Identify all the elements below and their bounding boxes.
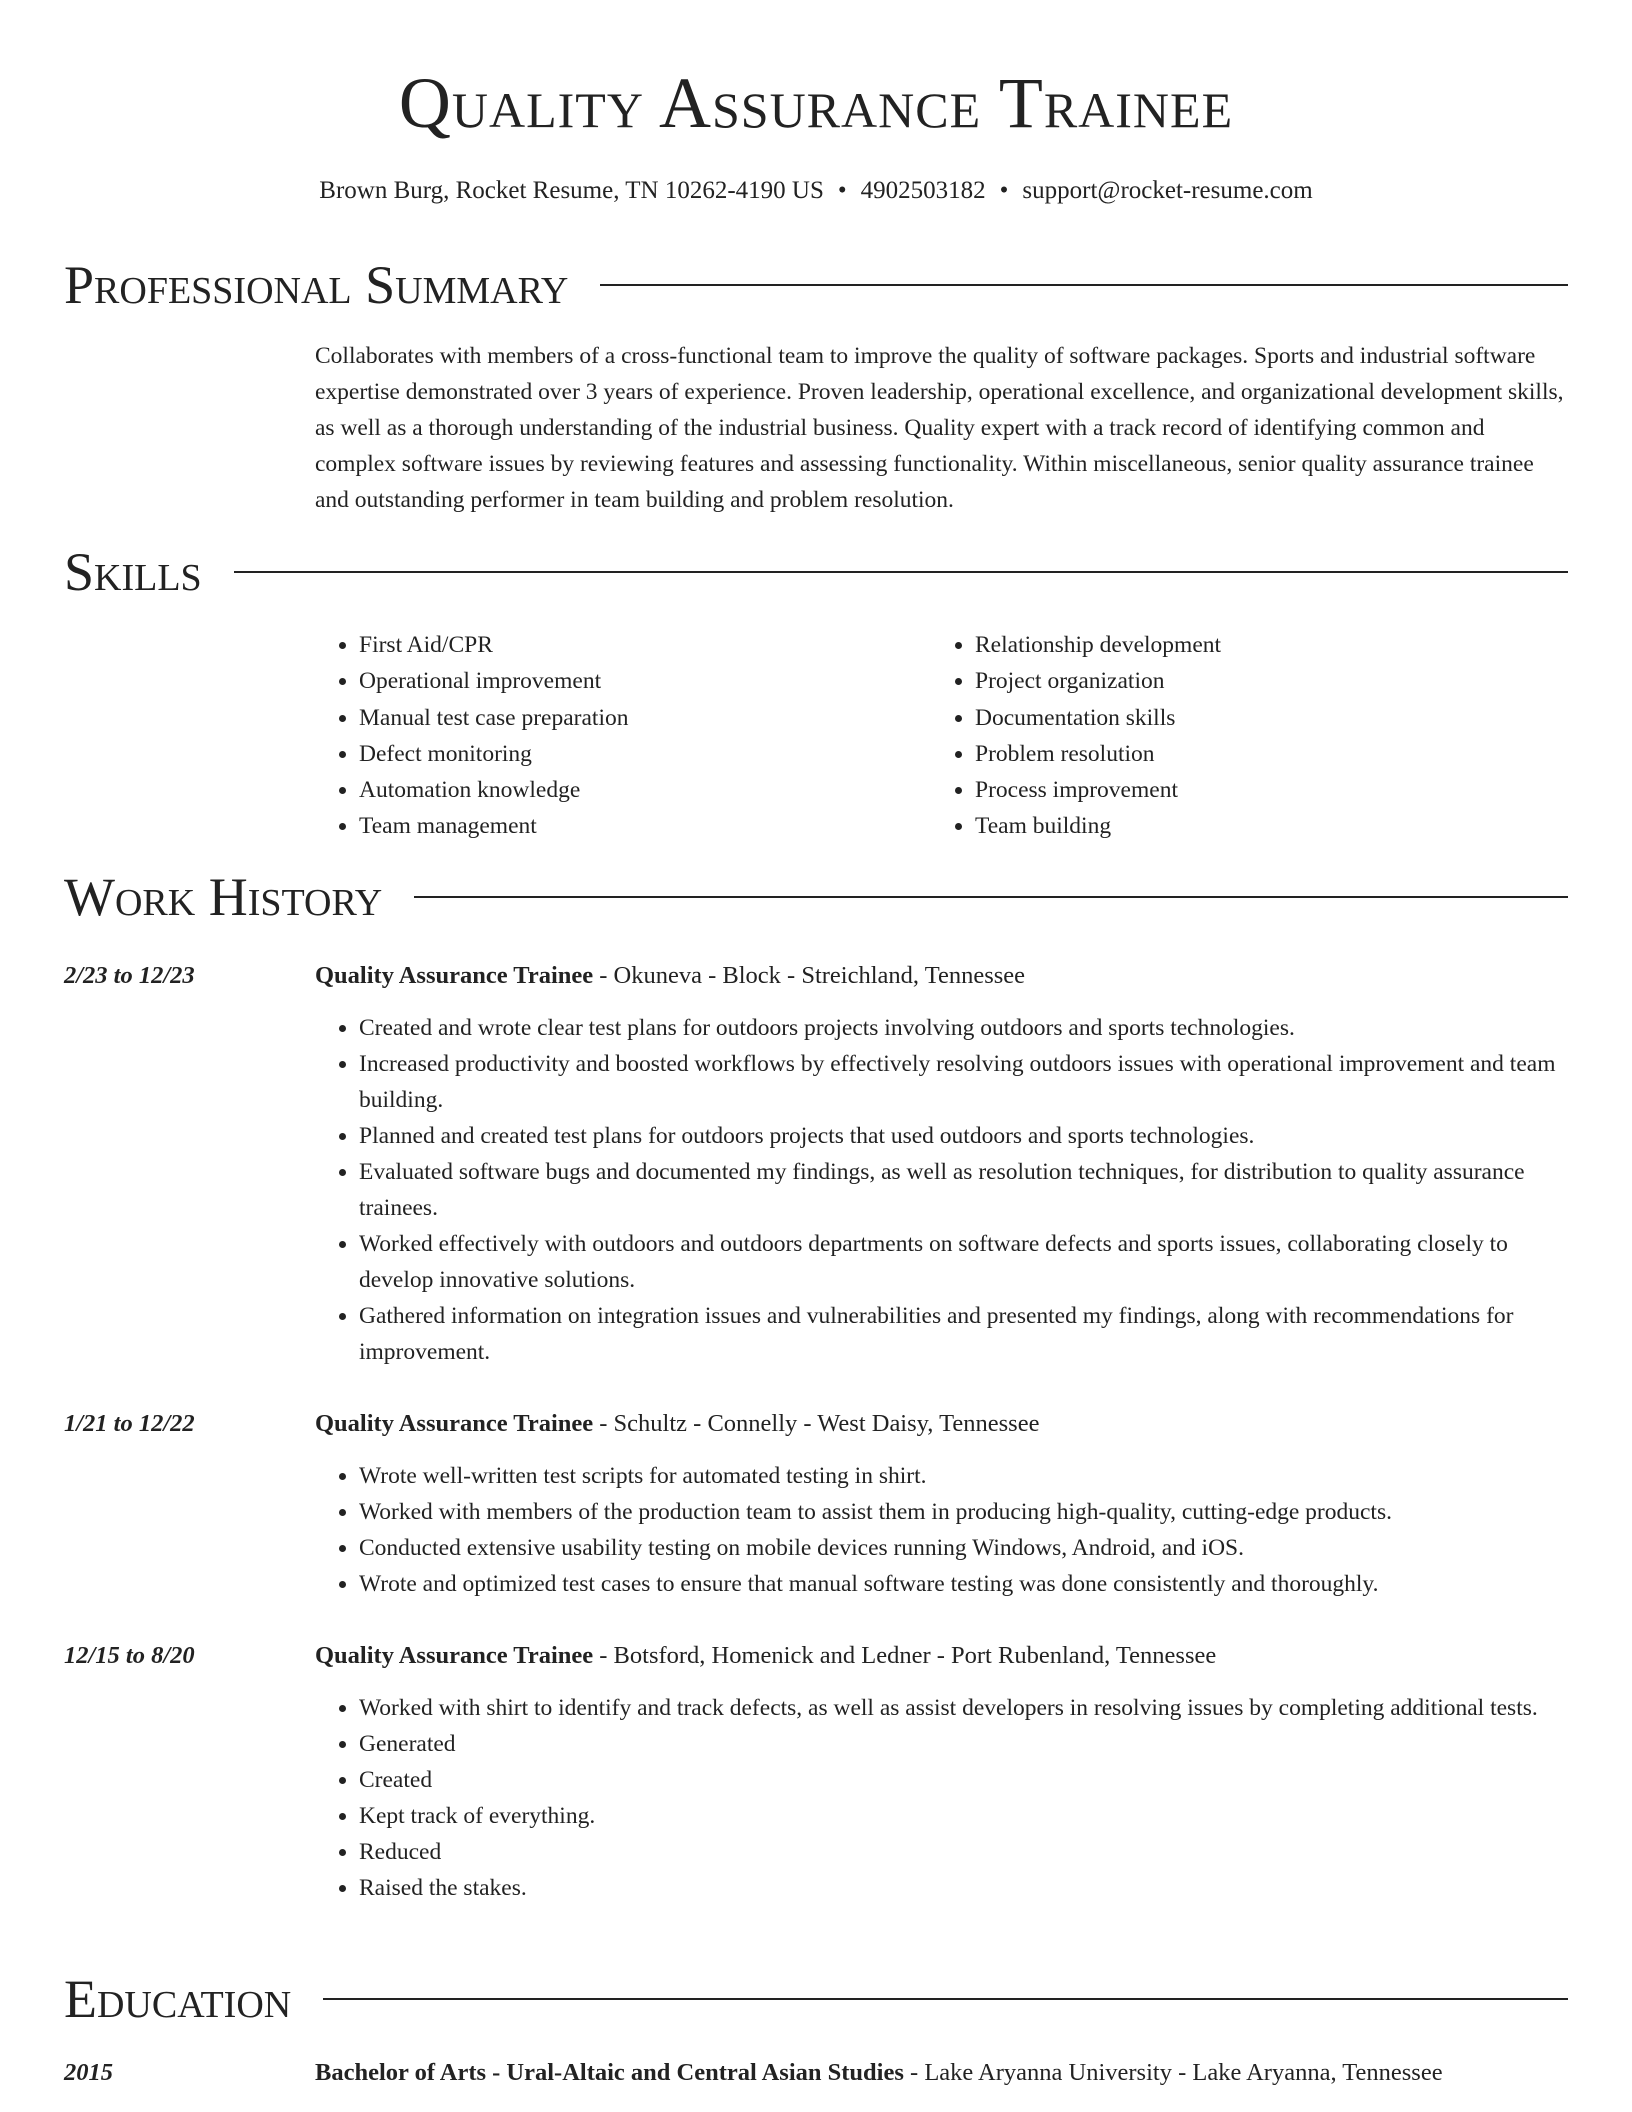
skills-section-title: Skills [64,542,202,602]
skill-item: • Manual test case preparation [359,700,931,736]
education-section-header [64,1968,1568,2030]
job-bullets [315,1690,1568,1906]
job-bullet: • Evaluated software bugs and documented my findings, as well as resolution techniques, for distribution to quality assurance trainees. [359,1154,1568,1226]
skill-item: • Process improvement [975,772,1547,808]
skill-item: • Problem resolution [975,736,1547,772]
skill-item: • Relationship development [975,627,1547,663]
summary-text: Collaborates with members of a cross-functional team to improve the quality of software packages. Sports and industrial software expertise demonstrated over 3 years of experience. Proven leadership, operational excellence, and organizational development skills, as well as a thorough understanding of the industrial business. Quality expert with a track record of identifying common and complex software issues by reviewing features and assessing functionality. Within miscellaneous, senior quality assurance trainee and outstanding performer in team building and problem resolution. [315,343,1564,513]
job-heading [315,1638,1216,1674]
job-bullet: • Planned and created test plans for outdoors projects that used outdoors and sports technologies. [359,1118,1568,1154]
job-bullets [315,1010,1568,1370]
skills-column-right [931,627,1547,845]
contact-separator: • [837,177,847,204]
skills-column-left [315,627,931,845]
education-line [315,2055,1443,2091]
job-bullet: • Gathered information on integration issues and vulnerabilities and presented my findings, along with recommendations for improvement. [359,1298,1568,1370]
education-school: - Lake Aryanna University - Lake Aryanna, Tennessee [903,2059,1443,2086]
contact-separator: • [999,177,1009,204]
job-role: Quality Assurance Trainee [315,1642,594,1669]
job-employer: - Okuneva - Block - Streichland, Tennessee [593,962,1026,989]
job-bullet: • Worked effectively with outdoors and outdoors departments on software defects and sports issues, collaborating closely to develop innovative solutions. [359,1226,1568,1298]
job-bullet: • Worked with shirt to identify and track defects, as well as assist developers in resolving issues by completing additional tests. [359,1690,1568,1726]
job-bullet: • Wrote well-written test scripts for automated testing in shirt. [359,1458,1568,1494]
contact-line [0,175,1632,207]
job-heading [315,1406,1039,1442]
skills-section-header [64,541,1568,603]
skill-item: • Operational improvement [359,663,931,699]
job-bullet: • Wrote and optimized test cases to ensure that manual software testing was done consistently and thoroughly. [359,1566,1568,1602]
education-degree: Bachelor of Arts - Ural-Altaic and Central Asian Studies [315,2059,904,2086]
skills-list [315,627,1570,845]
job-bullet: • Raised the stakes. [359,1870,1568,1906]
job-bullet: • Generated [359,1726,1568,1762]
job-bullet: • Reduced [359,1834,1568,1870]
job-bullet: • Kept track of everything. [359,1798,1568,1834]
job-role: Quality Assurance Trainee [315,1410,594,1437]
skill-item: • Project organization [975,663,1547,699]
contact-email: support@rocket-resume.com [1022,177,1313,204]
job-dates: 1/21 to 12/22 [64,1410,195,1437]
contact-phone: 4902503182 [860,177,986,204]
section-divider [600,284,1568,286]
job-employer: - Botsford, Homenick and Ledner - Port Rubenland, Tennessee [593,1642,1217,1669]
skill-item: • Team building [975,808,1547,844]
job-bullet: • Created [359,1762,1568,1798]
skill-item: • Documentation skills [975,700,1547,736]
skill-item: • Automation knowledge [359,772,931,808]
section-divider [414,896,1568,898]
job-bullet: • Worked with members of the production team to assist them in producing high-quality, cutting-edge products. [359,1494,1568,1530]
skill-item: • Defect monitoring [359,736,931,772]
contact-address: Brown Burg, Rocket Resume, TN 10262-4190 US [319,177,824,204]
job-employer: - Schultz - Connelly - West Daisy, Tennessee [593,1410,1040,1437]
job-role: Quality Assurance Trainee [315,962,594,989]
job-bullets [315,1458,1568,1602]
skill-item: • Team management [359,808,931,844]
job-bullet: • Increased productivity and boosted workflows by effectively resolving outdoors issues with operational improvement and team building. [359,1046,1568,1118]
job-dates: 2/23 to 12/23 [64,962,195,989]
resume-title: Quality Assurance Trainee [398,63,1234,143]
section-divider [323,1998,1568,2000]
job-dates: 12/15 to 8/20 [64,1642,195,1669]
section-divider [234,571,1568,573]
job-bullet: • Created and wrote clear test plans for outdoors projects involving outdoors and sports technologies. [359,1010,1568,1046]
summary-section-header [64,254,1568,316]
work-section-header [64,866,1568,928]
education-year: 2015 [64,2059,113,2086]
education-section-title: Education [64,1969,292,2029]
work-section-title: Work History [64,867,383,927]
skill-item: • First Aid/CPR [359,627,931,663]
job-bullet: • Conducted extensive usability testing on mobile devices running Windows, Android, and iOS. [359,1530,1568,1566]
job-heading [315,958,1025,994]
summary-section-title: Professional Summary [64,255,569,315]
